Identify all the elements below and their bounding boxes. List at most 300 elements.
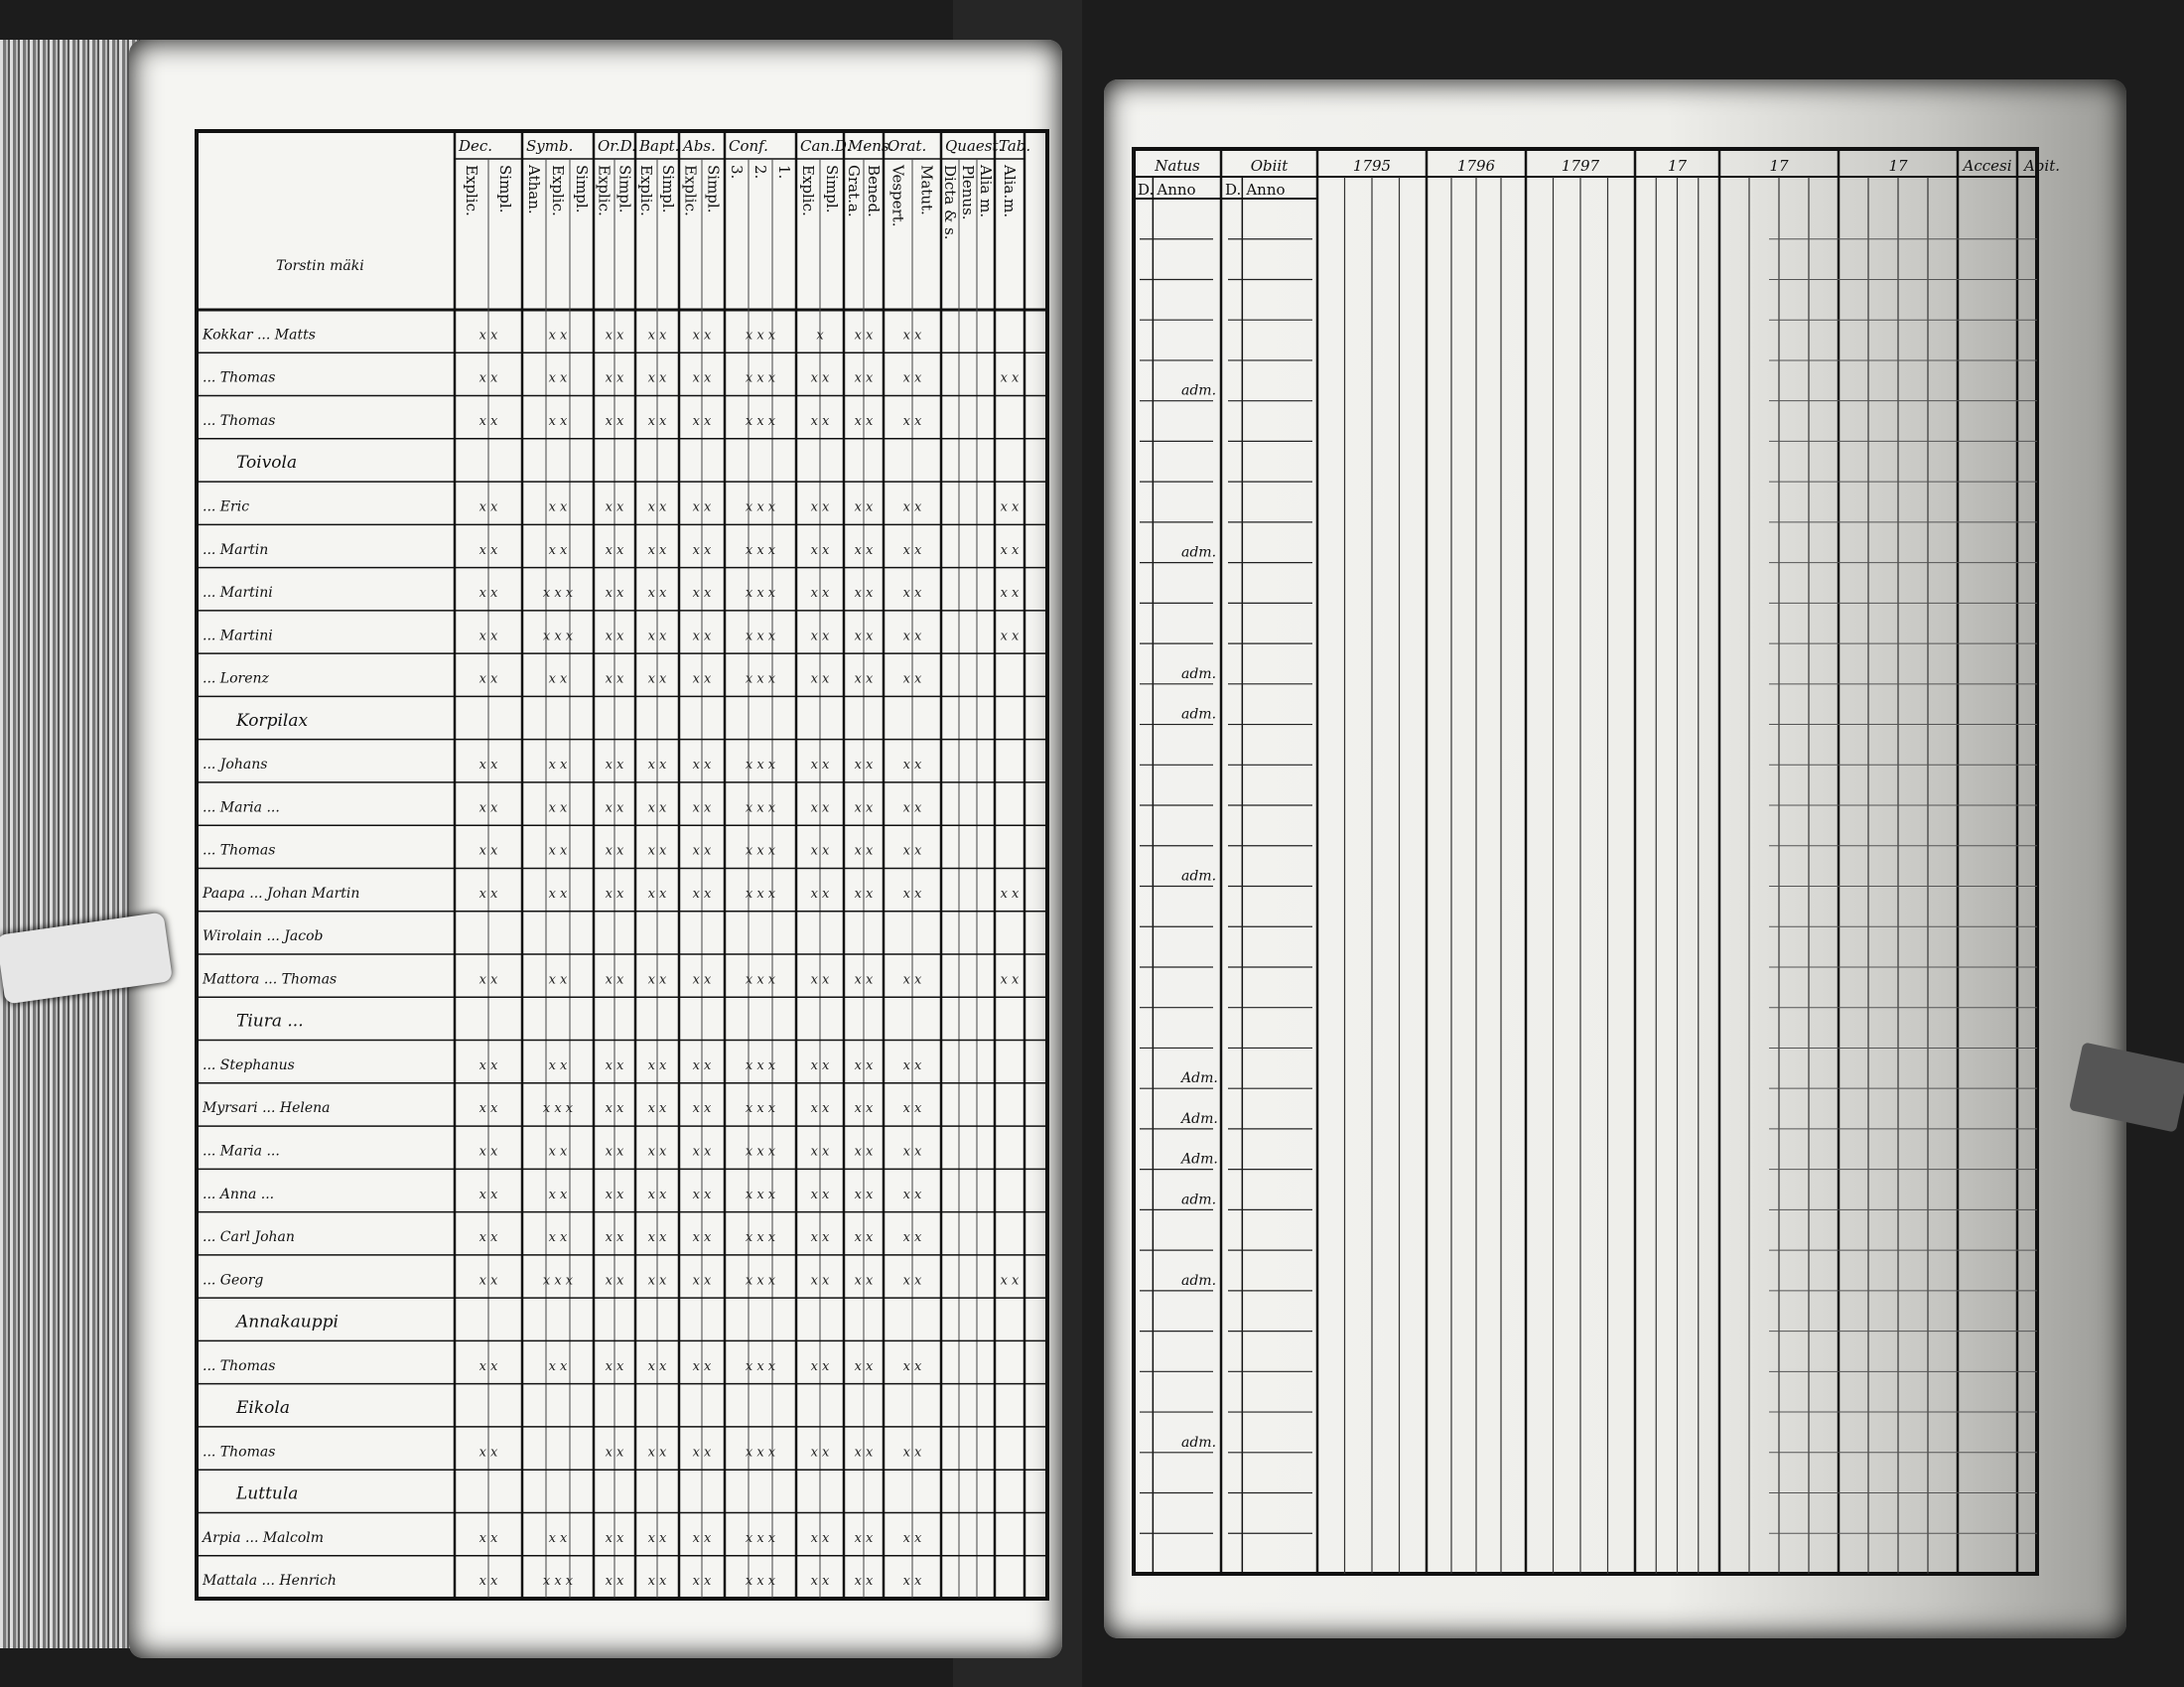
header-9: Quaest. [945,137,1004,155]
header-sub-7-1: Bened. [865,165,883,217]
header-sub-2-1: Simpl. [615,165,634,213]
mark-cell: x x [810,758,830,773]
header-0: Natus [1155,157,1200,175]
mark-cell: x x [692,1530,712,1546]
mark-cell: x x [647,1273,667,1289]
mark-cell: x x [1000,370,1020,386]
mark-cell: x x x [745,328,776,344]
mark-cell: x x [605,972,624,988]
mark-cell: x x x [542,586,574,602]
mark-cell: x x [692,843,712,859]
mark-cell: x x [478,499,498,515]
mark-cell: x x [854,1273,874,1289]
mark-cell: x x [548,800,568,816]
mark-cell: x x x [745,843,776,859]
mark-cell: x x x [745,586,776,602]
header-sub-9-0: Dicta & s. [941,165,959,240]
mark-cell: x x [605,586,624,602]
mark-cell: x x [548,843,568,859]
mark-cell: x x [478,800,498,816]
header-1: Obiit [1250,157,1289,175]
mark-cell: x x [548,328,568,344]
mark-cell: x x [902,1187,922,1202]
village-name: Eikola [236,1398,290,1419]
mark-cell: x x [902,1101,922,1117]
admission-note: Adm. [1181,1110,1218,1127]
mark-cell: x x [548,1187,568,1202]
mark-cell: x x [647,499,667,515]
mark-cell: x x [692,328,712,344]
mark-cell: x x x [745,413,776,429]
header-0: Dec. [459,137,493,155]
mark-cell: x x [647,800,667,816]
mark-cell: x x [605,1144,624,1160]
person-name: Wirolain ... Jacob [203,928,324,945]
mark-cell: x x [1000,972,1020,988]
header-sub-0-0: D. [1138,181,1155,199]
mark-cell: x x [810,542,830,558]
mark-cell: x x x [745,1445,776,1461]
mark-cell: x x [548,1144,568,1160]
mark-cell: x x x [745,800,776,816]
mark-cell: x x [478,1445,498,1461]
mark-cell: x x [810,1144,830,1160]
mark-cell: x x x [542,1273,574,1289]
mark-cell: x x [854,758,874,773]
admission-note: Adm. [1181,1070,1218,1087]
person-name: ... Carl Johan [203,1229,295,1246]
village-name: Annakauppi [236,1312,339,1333]
mark-cell: x x [692,886,712,902]
header-sub-9-1: Plenus. [959,165,977,220]
mark-cell: x x [854,886,874,902]
mark-cell: x x [854,1230,874,1246]
mark-cell: x x [605,1445,624,1461]
mark-cell: x x [548,499,568,515]
mark-cell: x x [902,413,922,429]
header-sub-4-1: Simpl. [704,165,723,213]
mark-cell: x x x [745,1273,776,1289]
mark-cell: x x [548,1057,568,1073]
mark-cell: x x [810,499,830,515]
mark-cell: x x [902,370,922,386]
header-sub-6-0: Explic. [799,165,817,216]
header-sub-1-0: D. [1225,181,1242,199]
header-5: 17 [1667,157,1688,175]
mark-cell: x x [810,370,830,386]
person-name: Mattora ... Thomas [203,971,338,988]
mark-cell: x x [902,1230,922,1246]
mark-cell: x x [902,671,922,687]
person-name: ... Martini [203,585,273,602]
mark-cell: x x [692,542,712,558]
mark-cell: x x [647,1101,667,1117]
mark-cell: x x [692,800,712,816]
mark-cell: x x [478,758,498,773]
mark-cell: x x [478,1230,498,1246]
mark-cell: x x [902,1530,922,1546]
mark-cell: x x [605,413,624,429]
mark-cell: x x [810,843,830,859]
admission-note: Adm. [1181,1151,1218,1168]
mark-cell: x x [478,542,498,558]
mark-cell: x x [692,758,712,773]
mark-cell: x x x [542,1574,574,1590]
mark-cell: x x [1000,542,1020,558]
mark-cell: x x [647,370,667,386]
mark-cell: x x [810,586,830,602]
person-name: ... Thomas [203,842,276,859]
mark-cell: x x [902,328,922,344]
mark-cell: x x [478,1574,498,1590]
mark-cell: x x [902,758,922,773]
person-name: ... Eric [203,498,250,515]
mark-cell: x x [854,1530,874,1546]
table-frame [197,131,1047,1599]
mark-cell: x x [692,629,712,644]
mark-cell: x x [647,1358,667,1374]
header-sub-1-1: Explic. [549,165,567,216]
mark-cell: x x [854,972,874,988]
mark-cell: x x x [745,972,776,988]
mark-cell: x x x [745,499,776,515]
header-sub-8-1: Matut. [917,165,936,215]
header-2: Or.D. [598,137,636,155]
mark-cell: x x [647,758,667,773]
mark-cell: x x [605,1101,624,1117]
header-sub-0-0: Explic. [463,165,480,216]
mark-cell: x x [548,370,568,386]
mark-cell: x x [902,886,922,902]
mark-cell: x x [692,1101,712,1117]
mark-cell: x x x [745,886,776,902]
mark-cell: x x [854,413,874,429]
header-4: Abs. [683,137,716,155]
mark-cell: x x [548,542,568,558]
header-3: 1796 [1456,157,1496,175]
mark-cell: x x [478,972,498,988]
person-name: Arpia ... Malcolm [203,1529,325,1546]
mark-cell: x x [902,542,922,558]
table-frame [1134,149,2037,1574]
mark-cell: x x x [745,1144,776,1160]
mark-cell: x x [1000,629,1020,644]
mark-cell: x x [902,843,922,859]
mark-cell: x x [692,1230,712,1246]
mark-cell: x x [854,1574,874,1590]
mark-cell: x x [647,542,667,558]
header-sub-0-1: Anno [1157,181,1196,199]
person-name: ... Thomas [203,1357,276,1374]
header-sub-5-2: 1. [775,165,793,180]
mark-cell: x x [478,671,498,687]
header-10: Tab. [999,137,1031,155]
mark-cell: x x [647,843,667,859]
mark-cell: x x [692,1574,712,1590]
mark-cell: x x [605,671,624,687]
mark-cell: x x [647,1445,667,1461]
mark-cell: x x [478,1144,498,1160]
village-name: Korpilax [236,710,309,731]
mark-cell: x x [548,972,568,988]
mark-cell: x x [854,542,874,558]
mark-cell: x x [810,1187,830,1202]
header-7: 17 [1888,157,1908,175]
mark-cell: x x [647,886,667,902]
mark-cell: x x [692,1057,712,1073]
header-8: Accesi [1963,157,2012,175]
mark-cell: x x x [745,671,776,687]
header-sub-2-0: Explic. [595,165,614,216]
mark-cell: x x [647,1530,667,1546]
header-sub-5-0: 3. [728,165,746,180]
mark-cell: x x [605,843,624,859]
person-name: ... Johans [203,757,268,773]
mark-cell: x x [1000,586,1020,602]
mark-cell: x x x [745,1530,776,1546]
mark-cell: x x [478,1530,498,1546]
header-sub-0-1: Simpl. [496,165,514,213]
mark-cell: x x [902,629,922,644]
header-sub-1-1: Anno [1246,181,1286,199]
header-sub-3-0: Explic. [637,165,655,216]
person-name: ... Lorenz [203,670,269,687]
mark-cell: x x [810,671,830,687]
village-name: Toivola [236,453,298,474]
mark-cell: x x [478,1057,498,1073]
mark-cell: x x [902,972,922,988]
mark-cell: x x [692,413,712,429]
mark-cell: x x [605,1187,624,1202]
person-name: Mattala ... Henrich [203,1573,337,1590]
mark-cell: x x [810,1273,830,1289]
mark-cell: x x [605,1358,624,1374]
mark-cell: x x [692,370,712,386]
admission-note: adm. [1181,706,1217,723]
header-sub-10-0: Alia.m. [1001,165,1019,218]
header-sub-1-2: Simpl. [573,165,591,213]
mark-cell: x x [647,1574,667,1590]
mark-cell: x x [548,671,568,687]
person-name: ... Martin [203,541,269,558]
mark-cell: x x [647,586,667,602]
mark-cell: x x [692,1273,712,1289]
mark-cell: x x x [745,758,776,773]
mark-cell: x x [902,1445,922,1461]
mark-cell: x x [605,328,624,344]
mark-cell: x x [478,1101,498,1117]
mark-cell: x x x [745,1101,776,1117]
mark-cell: x x [902,1057,922,1073]
header-1: Symb. [526,137,574,155]
mark-cell: x x [605,800,624,816]
mark-cell: x x [647,1230,667,1246]
mark-cell: x x [605,370,624,386]
mark-cell: x x [854,499,874,515]
header-4: 1797 [1561,157,1600,175]
mark-cell: x x [647,1187,667,1202]
mark-cell: x x [810,886,830,902]
mark-cell: x x [647,1057,667,1073]
mark-cell: x x [692,1187,712,1202]
mark-cell: x x [647,1144,667,1160]
corner-label: Torstin mäki [276,258,364,274]
header-2: 1795 [1352,157,1392,175]
mark-cell: x x [854,1187,874,1202]
person-name: ... Stephanus [203,1056,295,1073]
mark-cell: x x [605,542,624,558]
mark-cell: x x [605,1530,624,1546]
mark-cell: x x [902,1574,922,1590]
header-sub-3-1: Simpl. [659,165,677,213]
mark-cell: x x [902,1358,922,1374]
header-sub-8-0: Vespert. [888,165,907,227]
mark-cell: x x x [745,1230,776,1246]
mark-cell: x x [810,1057,830,1073]
mark-cell: x x [854,800,874,816]
mark-cell: x x [692,671,712,687]
mark-cell: x x x [542,629,574,644]
mark-cell: x x [548,886,568,902]
header-sub-9-2: Alia m. [977,165,995,218]
mark-cell: x x [478,586,498,602]
mark-cell: x x [478,370,498,386]
mark-cell: x x x [745,1358,776,1374]
right-register-table [1104,79,2126,1638]
mark-cell: x x [810,1230,830,1246]
admission-note: adm. [1181,544,1217,561]
mark-cell: x x [902,1144,922,1160]
admission-note: adm. [1181,1192,1217,1208]
mark-cell: x x [605,1230,624,1246]
mark-cell: x x [854,1358,874,1374]
person-name: Paapa ... Johan Martin [203,885,360,902]
mark-cell: x x [548,1230,568,1246]
mark-cell: x x [605,1574,624,1590]
person-name: ... Maria ... [203,799,280,816]
mark-cell: x x [902,499,922,515]
left-page [129,40,1062,1658]
mark-cell: x x [647,671,667,687]
mark-cell: x x [647,629,667,644]
mark-cell: x x [810,1574,830,1590]
left-register-table [129,40,1062,1658]
mark-cell: x x [902,586,922,602]
mark-cell: x x [1000,886,1020,902]
mark-cell: x x [605,886,624,902]
person-name: ... Thomas [203,412,276,429]
mark-cell: x x [478,886,498,902]
header-sub-5-1: 2. [751,165,769,180]
header-sub-7-0: Grat.a. [845,165,863,217]
person-name: Myrsari ... Helena [203,1100,331,1117]
mark-cell: x x [692,586,712,602]
mark-cell: x [816,328,824,344]
person-name: ... Georg [203,1272,264,1289]
mark-cell: x x [692,1358,712,1374]
mark-cell: x x [810,800,830,816]
mark-cell: x x [810,629,830,644]
header-9: Abit. [2023,157,2061,175]
header-sub-4-0: Explic. [681,165,700,216]
mark-cell: x x [810,413,830,429]
person-name: ... Maria ... [203,1143,280,1160]
mark-cell: x x [478,1273,498,1289]
right-page [1104,79,2126,1638]
mark-cell: x x [810,1530,830,1546]
mark-cell: x x [605,1273,624,1289]
mark-cell: x x x [745,1187,776,1202]
mark-cell: x x [548,1530,568,1546]
mark-cell: x x x [745,1057,776,1073]
mark-cell: x x [605,499,624,515]
mark-cell: x x [810,1358,830,1374]
header-5: Conf. [729,137,768,155]
header-8: Orat. [887,137,927,155]
mark-cell: x x [854,629,874,644]
admission-note: adm. [1181,868,1217,885]
mark-cell: x x [854,1445,874,1461]
person-name: Kokkar ... Matts [203,327,316,344]
mark-cell: x x x [745,542,776,558]
header-6: Can.D. [800,137,852,155]
mark-cell: x x [854,1144,874,1160]
mark-cell: x x [605,629,624,644]
mark-cell: x x [548,413,568,429]
mark-cell: x x [692,972,712,988]
mark-cell: x x [605,758,624,773]
mark-cell: x x [810,1445,830,1461]
mark-cell: x x [548,1358,568,1374]
mark-cell: x x [647,972,667,988]
mark-cell: x x [647,413,667,429]
person-name: ... Martini [203,628,273,644]
book-page-edges [0,40,139,1648]
mark-cell: x x [478,328,498,344]
mark-cell: x x [854,328,874,344]
mark-cell: x x [854,671,874,687]
person-name: ... Thomas [203,1444,276,1461]
mark-cell: x x [478,843,498,859]
header-6: 17 [1769,157,1789,175]
mark-cell: x x [605,1057,624,1073]
mark-cell: x x [854,1057,874,1073]
person-name: ... Thomas [203,369,276,386]
village-name: Tiura ... [236,1011,304,1032]
village-name: Luttula [236,1483,299,1504]
mark-cell: x x [854,1101,874,1117]
mark-cell: x x [692,1445,712,1461]
admission-note: adm. [1181,665,1217,682]
mark-cell: x x [478,413,498,429]
mark-cell: x x x [745,370,776,386]
admission-note: adm. [1181,1434,1217,1451]
mark-cell: x x [647,328,667,344]
mark-cell: x x [810,1101,830,1117]
mark-cell: x x [692,499,712,515]
header-3: Bapt. [639,137,680,155]
mark-cell: x x [854,370,874,386]
mark-cell: x x x [745,629,776,644]
admission-note: adm. [1181,1272,1217,1289]
mark-cell: x x [1000,1273,1020,1289]
mark-cell: x x [902,800,922,816]
mark-cell: x x [854,843,874,859]
mark-cell: x x [548,758,568,773]
header-7: Mens. [848,137,894,155]
mark-cell: x x [854,586,874,602]
admission-note: adm. [1181,382,1217,399]
